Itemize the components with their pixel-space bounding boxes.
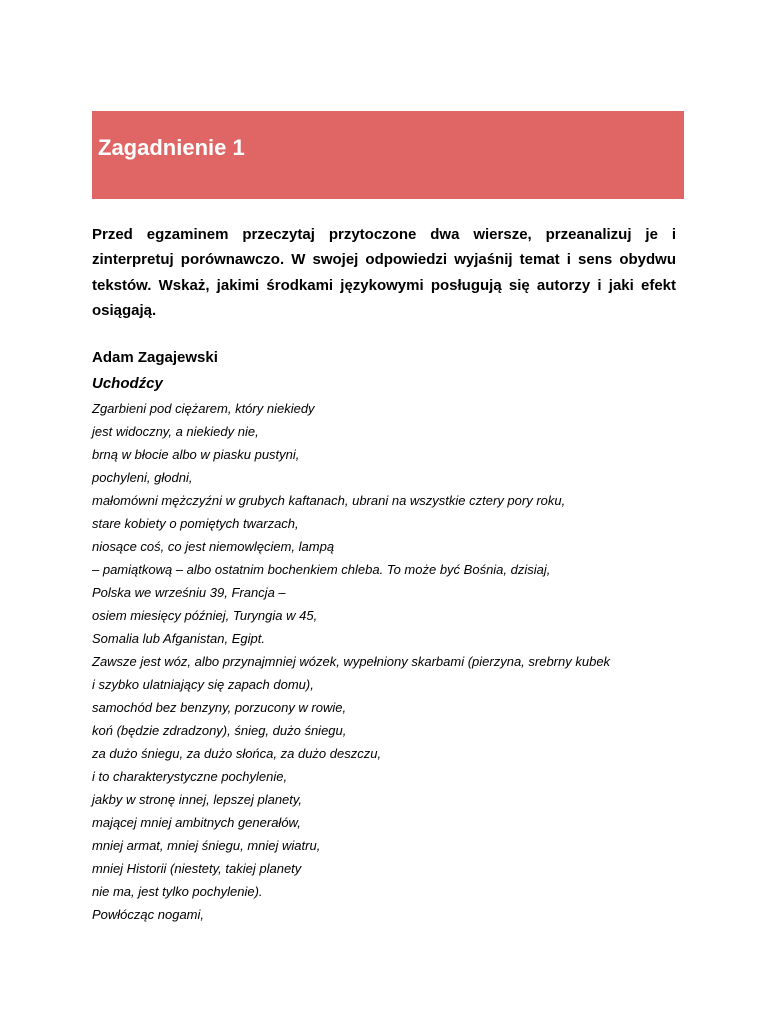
poem-line: brną w błocie albo w piasku pustyni,: [92, 447, 300, 462]
poem-line: Zgarbieni pod ciężarem, który niekiedy: [92, 401, 315, 416]
section-title: Zagadnienie 1: [98, 135, 245, 160]
poem-line: mniej Historii (niestety, takiej planety: [92, 861, 302, 876]
poem-line: jest widoczny, a niekiedy nie,: [92, 424, 259, 439]
poem-line: koń (będzie zdradzony), śnieg, dużo śniegu,: [92, 723, 347, 738]
poem-line: Somalia lub Afganistan, Egipt.: [92, 631, 265, 646]
poem-line: mniej armat, mniej śniegu, mniej wiatru,: [92, 838, 321, 853]
poem-line: jakby w stronę innej, lepszej planety,: [92, 792, 303, 807]
poem-line: Polska we wrześniu 39, Francja –: [92, 585, 286, 600]
poem-line: mającej mniej ambitnych generałów,: [92, 815, 301, 830]
poem-text: [92, 397, 732, 926]
section-header-banner: [92, 111, 684, 199]
task-instructions: Przed egzaminem przeczytaj przytoczone dwa wiersze, przeanalizuj je i zinterpretuj porównawczo. W swojej odpowiedzi wyjaśnij temat i sens obydwu tekstów. Wskaż, jakimi środkami językowymi posługują się autorzy i jaki efekt osiągają.: [92, 226, 676, 319]
poem-line: niosące coś, co jest niemowlęciem, lampą: [92, 539, 335, 554]
poem-line: – pamiątkową – albo ostatnim bochenkiem chleba. To może być Bośnia, dzisiaj,: [92, 562, 551, 577]
poem-line: Powłócząc nogami,: [92, 907, 204, 922]
poem-author: Adam Zagajewski: [92, 349, 218, 366]
poem-line: Zawsze jest wóz, albo przynajmniej wózek, wypełniony skarbami (pierzyna, srebrny kubek: [92, 654, 611, 669]
poem-line: za dużo śniegu, za dużo słońca, za dużo deszczu,: [92, 746, 382, 761]
poem-line: stare kobiety o pomiętych twarzach,: [92, 516, 299, 531]
poem-line: osiem miesięcy później, Turyngia w 45,: [92, 608, 318, 623]
poem-line: i szybko ulatniający się zapach domu),: [92, 677, 314, 692]
poem-line: pochyleni, głodni,: [92, 470, 193, 485]
poem-title: Uchodźcy: [92, 375, 163, 392]
poem-line: nie ma, jest tylko pochylenie).: [92, 884, 263, 899]
poem-line: i to charakterystyczne pochylenie,: [92, 769, 288, 784]
poem-line: samochód bez benzyny, porzucony w rowie,: [92, 700, 347, 715]
poem-line: małomówni mężczyźni w grubych kaftanach, ubrani na wszystkie cztery pory roku,: [92, 493, 566, 508]
